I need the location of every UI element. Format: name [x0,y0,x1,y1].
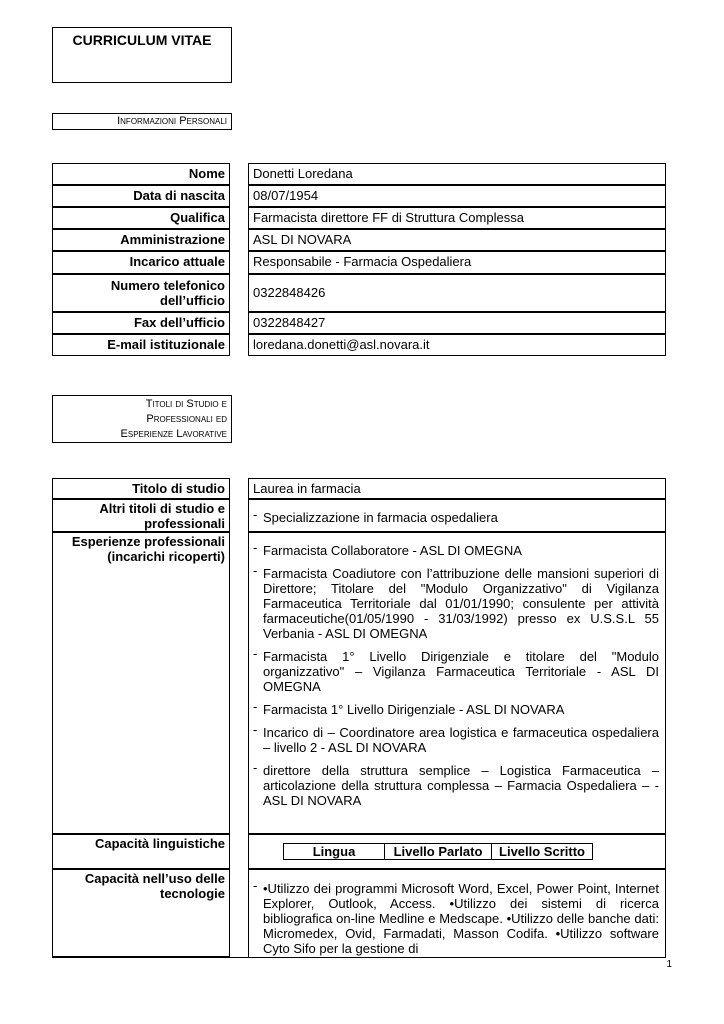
row-label-titolo-studio: Titolo di studio [52,478,230,499]
lang-header-lingua: Lingua [284,844,385,860]
row-label-amministrazione: Amministrazione [52,229,230,251]
row-label-qualifica: Qualifica [52,207,230,229]
row-value-tecnologie [248,869,666,957]
list-item: - Farmacista 1° Livello Dirigenziale - ASL DI NOVARA [253,699,565,717]
row-label-telefono: Numero telefonico dell’ufficio [52,274,230,312]
footer-line [52,957,666,958]
section-personal-info [52,113,232,130]
row-value-telefono: 0322848426 [248,274,666,312]
row-label-nome: Nome [52,163,230,185]
cv-title: CURRICULUM VITAE [72,32,212,48]
list-item: - Farmacista 1° Livello Dirigenziale e titolare del "Modulo organizzativo" – Vigilanza Farmaceutica Territoriale - ASL DI OMEGNA [253,646,659,694]
row-label-incarico: Incarico attuale [52,251,230,274]
row-value-qualifica: Farmacista direttore FF di Struttura Complessa [248,207,666,229]
lang-header-parlato: Livello Parlato [385,844,492,860]
list-item: - direttore della struttura semplice – Logistica Farmaceutica – articolazione della struttura complessa – Farmacia Ospedaliera – - ASL DI NOVARA [253,760,659,808]
dash-marker: - [253,507,258,522]
row-label-esperienze: Esperienze professionali (incarichi ricoperti) [52,532,230,834]
section-titles-line-1: Titoli di Studio e [145,398,227,410]
row-value-amministrazione: ASL DI NOVARA [248,229,666,251]
row-label-altri-titoli: Altri titoli di studio e professionali [52,499,230,532]
row-value-altri-titoli [248,499,666,532]
row-label-fax: Fax dell’ufficio [52,312,230,334]
row-value-titolo-studio: Laurea in farmacia [248,478,666,499]
list-item: - •Utilizzo dei programmi Microsoft Word, Excel, Power Point, Internet Explorer, Outlook, Access. •Utilizzo dei sistemi di ricerca bibliografica on-line Medline e Medscape. •Utilizzo delle banche dati: Micromedex, Ovid, Farmadati, Masson Codifa. •Utilizzo software Cyto Sifo per la gestione di [253,878,659,956]
list-item: - Specializzazione in farmacia ospedaliera [253,507,498,525]
list-item: - Farmacista Coadiutore con l’attribuzione delle mansioni superiori di Direttore; Titolare del "Modulo Organizzativo" di Vigilanza Farmaceutica Territoriale dal 01/01/1990; consulente per attività farmaceutiche(01/05/1990 - 31/03/1992) presso ex U.S.S.L 55 Verbania - ASL DI OMEGNA [253,563,659,641]
row-label-lingue: Capacità linguistiche [52,834,230,869]
row-value-incarico: Responsabile - Farmacia Ospedaliera [248,251,666,274]
list-item: - Farmacista Collaboratore - ASL DI OMEGNA [253,540,522,558]
section-titles [52,395,232,443]
row-label-tecnologie: Capacità nell’uso delle tecnologie [52,869,230,957]
page-number: 1 [666,959,672,970]
lang-header-scritto: Livello Scritto [492,844,593,860]
row-value-data-nascita: 08/07/1954 [248,185,666,207]
section-personal-info-label: Informazioni Personali [117,115,227,127]
list-item: - Incarico di – Coordinatore area logistica e farmaceutica ospedaliera – livello 2 - ASL DI NOVARA [253,722,659,755]
row-value-fax: 0322848427 [248,312,666,334]
cv-title-box [52,27,232,83]
row-value-esperienze [248,532,666,834]
row-value-email: loredana.donetti@asl.novara.it [248,334,666,356]
section-titles-line-2: Professionali ed [146,413,227,425]
row-value-nome: Donetti Loredana [248,163,666,185]
language-table [283,843,593,860]
section-titles-line-3: Esperienze Lavorative [120,428,227,440]
row-label-data-nascita: Data di nascita [52,185,230,207]
row-label-email: E-mail istituzionale [52,334,230,356]
